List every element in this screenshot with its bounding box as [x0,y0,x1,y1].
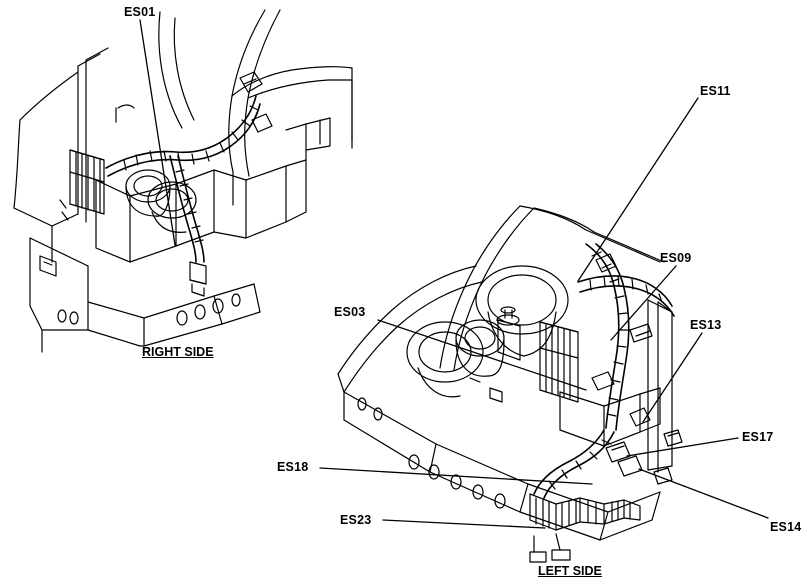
leader-ES17 [627,438,738,456]
callout-label-es14: ES14 [770,520,802,534]
callout-label-es18: ES18 [277,460,309,474]
callout-label-es03: ES03 [334,305,366,319]
leader-ES14 [639,469,768,518]
leader-ES23 [383,520,545,528]
callout-label-es17: ES17 [742,430,774,444]
callout-label-es23: ES23 [340,513,372,527]
section-label-right-side: RIGHT SIDE [142,345,214,359]
callout-label-es13: ES13 [690,318,722,332]
right-side-illustration [14,10,352,352]
callout-label-es09: ES09 [660,251,692,265]
callout-label-es01: ES01 [124,5,156,19]
section-label-left-side: LEFT SIDE [538,564,602,578]
leader-ES18 [320,468,592,484]
left-side-illustration [338,206,682,562]
leader-ES03 [378,320,586,390]
callout-label-es11: ES11 [700,84,731,98]
leader-ES01 [140,20,175,245]
